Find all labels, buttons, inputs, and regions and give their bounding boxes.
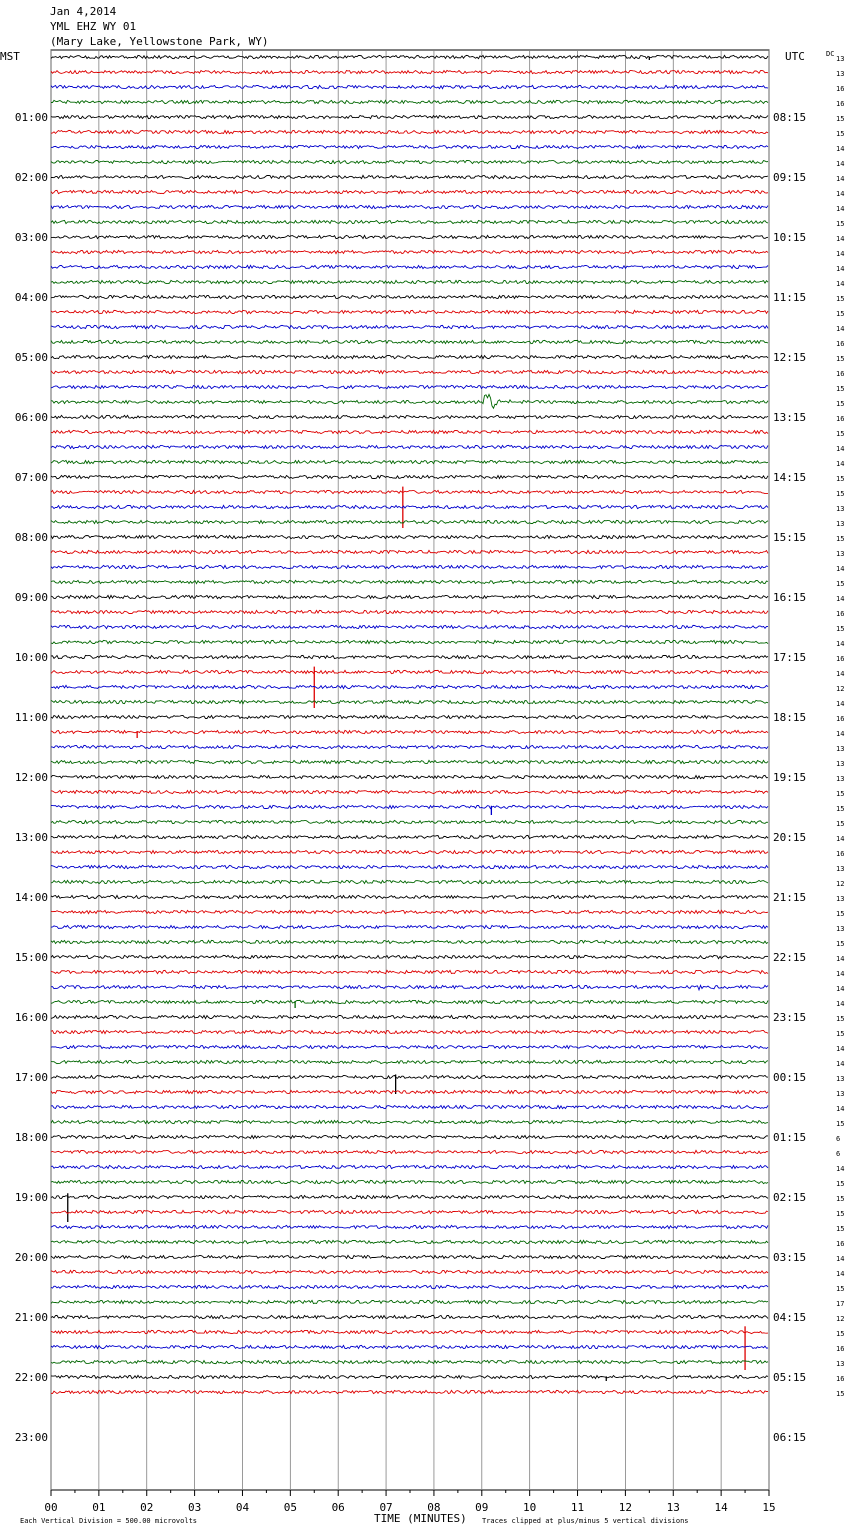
dc-offset-label: 15 [836, 1015, 845, 1023]
trace-line [51, 1135, 768, 1138]
trace-line [51, 220, 768, 223]
trace-line [51, 175, 768, 178]
trace-line [51, 895, 768, 898]
trace-line [51, 145, 768, 148]
trace-line [51, 820, 768, 823]
dc-offset-label: 14 [836, 640, 845, 648]
trace-line [51, 1045, 768, 1048]
utc-hour-label: 03:15 [773, 1251, 807, 1264]
dc-offset-label: 14 [836, 460, 845, 468]
mst-hour-label: 09:00 [14, 591, 48, 604]
mst-hour-label: 02:00 [14, 171, 48, 184]
dc-offset-label: 14 [836, 1045, 845, 1053]
trace-line [51, 1015, 768, 1018]
trace-line [51, 625, 768, 628]
utc-hour-label: 11:15 [773, 291, 807, 304]
mst-hour-label: 20:00 [14, 1251, 48, 1264]
axis-labels [15, 55, 845, 1514]
trace-line [51, 1345, 768, 1348]
dc-offset-label: 14 [836, 190, 845, 198]
dc-offset-label: 16 [836, 100, 845, 108]
trace-line [51, 850, 768, 853]
utc-axis-title: UTC [785, 50, 805, 63]
dc-offset-label: 15 [836, 1030, 845, 1038]
trace-line [51, 1165, 768, 1168]
dc-offset-label: 14 [836, 160, 845, 168]
dc-offset-label: 16 [836, 655, 845, 663]
mst-hour-label: 15:00 [14, 951, 48, 964]
trace-line [51, 925, 768, 928]
trace-line [51, 310, 768, 313]
trace-line [51, 55, 768, 58]
trace-line [51, 430, 768, 433]
dc-offset-label: 15 [836, 805, 845, 813]
dc-offset-label: 16 [836, 370, 845, 378]
dc-offset-label: 13 [836, 520, 845, 528]
dc-offset-label: 14 [836, 265, 845, 273]
utc-hour-label: 08:15 [773, 111, 807, 124]
trace-line [51, 910, 768, 913]
dc-offset-label: 6 [836, 1135, 841, 1143]
mst-hour-label: 01:00 [14, 111, 48, 124]
mst-hour-label: 04:00 [14, 291, 48, 304]
dc-offset-label: 14 [836, 985, 845, 993]
trace-line [51, 1105, 768, 1108]
trace-line [51, 1240, 768, 1243]
trace-line [51, 475, 768, 478]
utc-hour-label: 05:15 [773, 1371, 807, 1384]
x-tick-label: 08 [427, 1501, 441, 1514]
plot-frame [51, 50, 769, 1490]
trace-line [51, 535, 768, 538]
mst-hour-label: 21:00 [14, 1311, 48, 1324]
trace-line [51, 130, 768, 133]
utc-hour-label: 16:15 [773, 591, 807, 604]
dc-offset-label: 13 [836, 70, 845, 78]
dc-offset-label: 15 [836, 625, 845, 633]
trace-line [51, 1060, 768, 1063]
dc-offset-label: 15 [836, 295, 845, 303]
mst-hour-label: 11:00 [14, 711, 48, 724]
dc-offset-label: 14 [836, 700, 845, 708]
trace-line [51, 115, 768, 118]
utc-hour-label: 21:15 [773, 891, 807, 904]
trace-line [51, 265, 768, 268]
trace-line [51, 565, 768, 568]
trace-line [51, 715, 768, 718]
header-station: YML EHZ WY 01 [50, 20, 137, 33]
x-tick-label: 00 [44, 1501, 58, 1514]
trace-line [51, 1195, 768, 1198]
mst-hour-label: 23:00 [14, 1431, 48, 1444]
utc-hour-label: 17:15 [773, 651, 807, 664]
dc-offset-label: 14 [836, 1000, 845, 1008]
dc-offset-label: 15 [836, 940, 845, 948]
trace-line [51, 505, 768, 508]
dc-offset-label: 13 [836, 865, 845, 873]
trace-line [51, 1330, 768, 1333]
dc-offset-label: 14 [836, 1165, 845, 1173]
trace-line [51, 1150, 768, 1153]
x-tick-label: 07 [379, 1501, 393, 1514]
x-tick-label: 03 [187, 1501, 202, 1514]
trace-line [51, 670, 768, 673]
mst-hour-label: 12:00 [14, 771, 48, 784]
dc-offset-label: 12 [836, 880, 845, 888]
mst-hour-label: 17:00 [14, 1071, 48, 1084]
trace-line [51, 70, 768, 73]
dc-offset-label: 14 [836, 280, 845, 288]
utc-hour-label: 12:15 [773, 351, 807, 364]
trace-line [51, 790, 768, 793]
trace-line [51, 595, 768, 598]
dc-offset-label: 13 [836, 895, 845, 903]
dc-offset-label: 15 [836, 1210, 845, 1218]
trace-line [51, 1225, 768, 1228]
scale-note: Each Vertical Division = 500.00 microvolts [20, 1517, 198, 1525]
utc-hour-label: 23:15 [773, 1011, 807, 1024]
dc-offset-label: 15 [836, 355, 845, 363]
mst-hour-label: 14:00 [14, 891, 48, 904]
dc-offset-label: 13 [836, 745, 845, 753]
trace-line [51, 835, 768, 838]
dc-offset-label: 12 [836, 1315, 845, 1323]
trace-line [51, 520, 768, 523]
dc-offset-label: 13 [836, 760, 845, 768]
trace-line [51, 1300, 768, 1303]
dc-offset-label: 14 [836, 175, 845, 183]
trace-line [51, 775, 768, 778]
dc-offset-label: 16 [836, 715, 845, 723]
mst-hour-label: 19:00 [14, 1191, 48, 1204]
utc-hour-label: 20:15 [773, 831, 807, 844]
dc-offset-label: 15 [836, 475, 845, 483]
mst-hour-label: 06:00 [14, 411, 48, 424]
utc-hour-label: 14:15 [773, 471, 807, 484]
x-tick-label: 02 [140, 1501, 154, 1514]
utc-hour-label: 01:15 [773, 1131, 807, 1144]
trace-line [51, 1270, 768, 1273]
dc-offset-label: 15 [836, 1225, 845, 1233]
mst-hour-label: 13:00 [14, 831, 48, 844]
mst-hour-label: 03:00 [14, 231, 48, 244]
trace-line [51, 1030, 768, 1033]
dc-offset-label: 15 [836, 910, 845, 918]
dc-offset-label: 17 [836, 1300, 845, 1308]
x-tick-label: 15 [762, 1501, 776, 1514]
utc-hour-label: 00:15 [773, 1071, 807, 1084]
dc-offset-label: 15 [836, 220, 845, 228]
dc-offset-label: 13 [836, 1090, 845, 1098]
trace-line [51, 1315, 768, 1318]
dc-offset-label: 16 [836, 610, 845, 618]
trace-line [51, 415, 768, 418]
trace-line [51, 490, 768, 493]
trace-line [51, 385, 768, 388]
trace-line [51, 865, 768, 868]
dc-offset-label: 13 [836, 550, 845, 558]
trace-line [51, 1075, 768, 1078]
utc-hour-label: 19:15 [773, 771, 807, 784]
x-tick-label: 11 [570, 1501, 585, 1514]
dc-offset-label: 16 [836, 1240, 845, 1248]
trace-line [51, 730, 768, 733]
utc-hour-label: 09:15 [773, 171, 807, 184]
trace-line [51, 355, 768, 358]
mst-hour-label: 18:00 [14, 1131, 48, 1144]
trace-line [51, 1375, 768, 1378]
trace-line [51, 970, 768, 973]
trace-line [51, 460, 768, 463]
dc-offset-label: 14 [836, 565, 845, 573]
dc-offset-label: 13 [836, 1360, 845, 1368]
dc-label: DC [826, 50, 835, 58]
x-axis-label: TIME (MINUTES) [374, 1512, 467, 1525]
trace-line [51, 160, 768, 163]
trace-line [51, 805, 768, 808]
trace-line [51, 280, 768, 283]
dc-offset-label: 13 [836, 1075, 845, 1083]
dc-offset-label: 14 [836, 250, 845, 258]
dc-offset-label: 14 [836, 1270, 845, 1278]
dc-offset-label: 16 [836, 1345, 845, 1353]
dc-offset-label: 14 [836, 970, 845, 978]
mst-hour-label: 05:00 [14, 351, 48, 364]
trace-line [51, 880, 768, 883]
trace-line [51, 1090, 768, 1093]
dc-offset-label: 15 [836, 310, 845, 318]
dc-offset-label: 15 [836, 535, 845, 543]
dc-offset-label: 13 [836, 925, 845, 933]
dc-offset-label: 14 [836, 145, 845, 153]
trace-line [51, 1285, 768, 1288]
clip-note: Traces clipped at plus/minus 5 vertical divisions [482, 1517, 689, 1525]
utc-hour-label: 13:15 [773, 411, 807, 424]
dc-offset-label: 14 [836, 445, 845, 453]
dc-offset-label: 16 [836, 85, 845, 93]
trace-line [51, 250, 768, 253]
dc-offset-label: 15 [836, 430, 845, 438]
trace-line [51, 100, 768, 103]
trace-line [51, 580, 768, 583]
dc-offset-label: 14 [836, 955, 845, 963]
trace-line [51, 370, 768, 373]
x-tick-label: 01 [92, 1501, 106, 1514]
mst-hour-label: 07:00 [14, 471, 48, 484]
trace-line [51, 1390, 768, 1393]
dc-offset-label: 15 [836, 130, 845, 138]
mst-hour-label: 10:00 [14, 651, 48, 664]
x-tick-label: 06 [331, 1501, 345, 1514]
x-tick-label: 04 [235, 1501, 250, 1514]
dc-offset-label: 15 [836, 820, 845, 828]
trace-line [51, 1360, 768, 1363]
trace-line [51, 610, 768, 613]
trace-line [51, 955, 768, 958]
trace-line [51, 190, 768, 193]
utc-hour-label: 06:15 [773, 1431, 807, 1444]
dc-offset-label: 15 [836, 1330, 845, 1338]
dc-offset-label: 15 [836, 580, 845, 588]
dc-offset-label: 13 [836, 55, 845, 63]
dc-offset-label: 14 [836, 1255, 845, 1263]
dc-offset-label: 16 [836, 340, 845, 348]
dc-offset-label: 14 [836, 205, 845, 213]
x-tick-label: 13 [666, 1501, 680, 1514]
trace-line [51, 655, 768, 658]
utc-hour-label: 10:15 [773, 231, 807, 244]
dc-offset-label: 14 [836, 235, 845, 243]
trace-line [51, 1210, 768, 1213]
mst-hour-label: 22:00 [14, 1371, 48, 1384]
dc-offset-label: 16 [836, 1375, 845, 1383]
dc-offset-label: 15 [836, 1120, 845, 1128]
utc-hour-label: 22:15 [773, 951, 807, 964]
trace-line [51, 700, 768, 703]
dc-offset-label: 13 [836, 775, 845, 783]
dc-offset-label: 16 [836, 850, 845, 858]
x-tick-label: 14 [714, 1501, 728, 1514]
trace-line [51, 1255, 768, 1258]
x-tick-label: 05 [283, 1501, 297, 1514]
trace-line [51, 940, 768, 943]
trace-line [51, 1120, 768, 1123]
dc-offset-label: 15 [836, 400, 845, 408]
x-tick-label: 10 [523, 1501, 537, 1514]
x-tick-label: 12 [618, 1501, 633, 1514]
mst-axis-title: MST [0, 50, 20, 63]
trace-line [51, 985, 768, 990]
dc-offset-label: 6 [836, 1150, 841, 1158]
trace-line [51, 550, 768, 553]
dc-offset-label: 15 [836, 115, 845, 123]
utc-hour-label: 02:15 [773, 1191, 807, 1204]
trace-line [51, 340, 768, 343]
dc-offset-label: 15 [836, 1195, 845, 1203]
trace-line [51, 760, 768, 763]
seismic-traces [51, 55, 768, 1393]
dc-offset-label: 12 [836, 685, 845, 693]
utc-hour-label: 15:15 [773, 531, 807, 544]
dc-offset-label: 14 [836, 835, 845, 843]
dc-offset-label: 14 [836, 1105, 845, 1113]
mst-hour-label: 08:00 [14, 531, 48, 544]
dc-offset-label: 14 [836, 1060, 845, 1068]
dc-offset-label: 14 [836, 670, 845, 678]
trace-line [51, 1180, 768, 1183]
utc-hour-label: 18:15 [773, 711, 807, 724]
dc-offset-label: 15 [836, 1180, 845, 1188]
trace-line [51, 640, 768, 643]
header-date: Jan 4,2014 [50, 5, 117, 18]
header-location: (Mary Lake, Yellowstone Park, WY) [50, 35, 269, 48]
dc-offset-label: 14 [836, 730, 845, 738]
trace-line [51, 325, 768, 328]
trace-line [51, 85, 768, 88]
trace-line [51, 235, 768, 238]
x-tick-label: 09 [475, 1501, 489, 1514]
utc-hour-label: 04:15 [773, 1311, 807, 1324]
trace-line [51, 445, 768, 448]
trace-line [51, 685, 768, 688]
dc-offset-label: 14 [836, 325, 845, 333]
trace-line [51, 295, 768, 298]
dc-offset-label: 13 [836, 505, 845, 513]
dc-offset-label: 16 [836, 415, 845, 423]
dc-offset-label: 15 [836, 1285, 845, 1293]
trace-line [51, 1000, 768, 1003]
trace-line [51, 394, 768, 408]
dc-offset-label: 15 [836, 790, 845, 798]
trace-line [51, 205, 768, 208]
mst-hour-label: 16:00 [14, 1011, 48, 1024]
dc-offset-label: 15 [836, 385, 845, 393]
dc-offset-label: 15 [836, 1390, 845, 1398]
dc-offset-label: 14 [836, 595, 845, 603]
dc-offset-label: 15 [836, 490, 845, 498]
trace-line [51, 745, 768, 748]
